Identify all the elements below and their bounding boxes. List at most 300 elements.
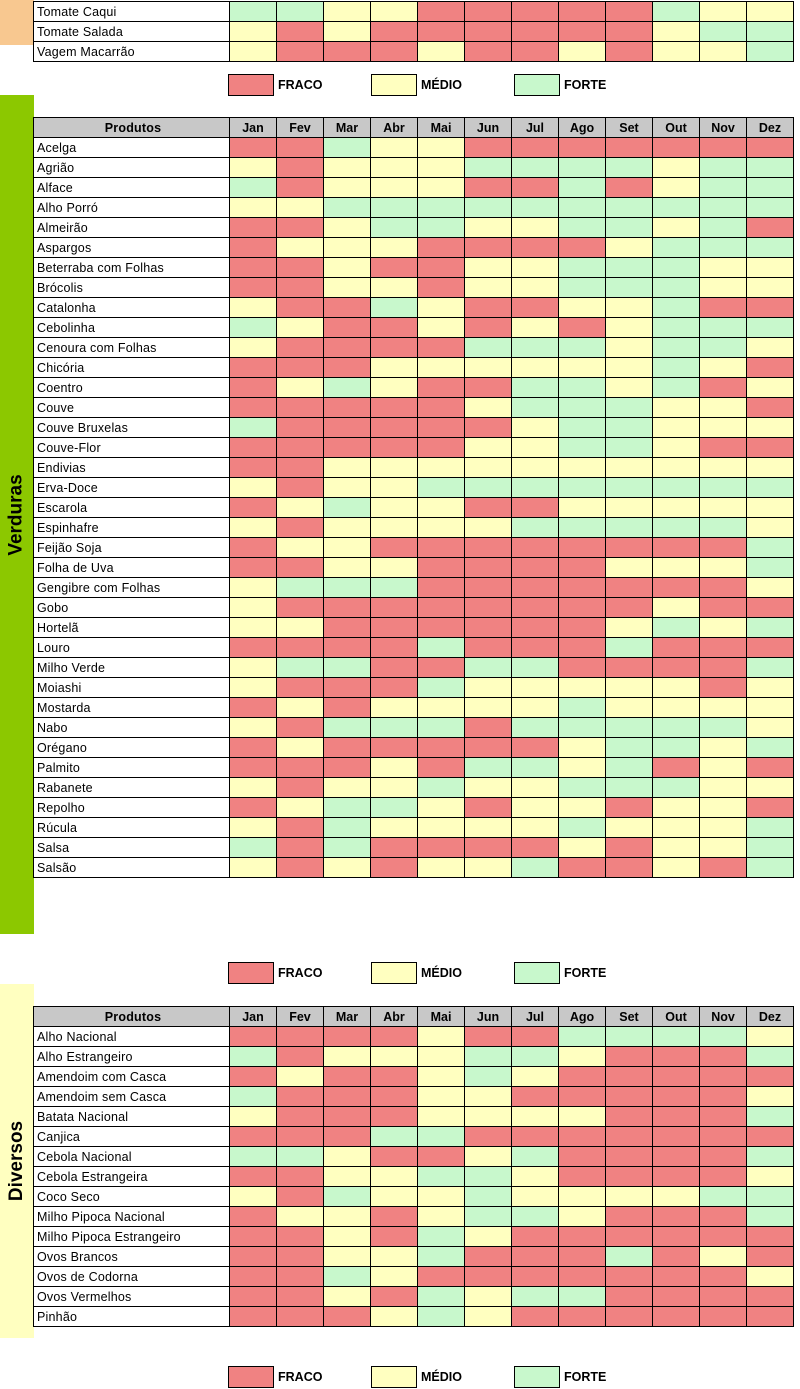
month-cell xyxy=(606,678,653,698)
month-cell xyxy=(418,1087,465,1107)
month-cell xyxy=(700,358,747,378)
month-cell xyxy=(371,538,418,558)
month-cell xyxy=(277,538,324,558)
month-cell xyxy=(653,158,700,178)
month-cell xyxy=(653,698,700,718)
month-cell xyxy=(371,618,418,638)
table-row xyxy=(34,138,794,158)
table-row xyxy=(34,1127,794,1147)
month-cell xyxy=(230,1127,277,1147)
month-cell xyxy=(559,278,606,298)
month-cell xyxy=(277,598,324,618)
month-cell xyxy=(606,198,653,218)
product-name: Escarola xyxy=(34,498,230,518)
month-cell xyxy=(653,258,700,278)
month-cell xyxy=(277,278,324,298)
month-cell xyxy=(653,1127,700,1147)
month-cell xyxy=(606,578,653,598)
month-cell xyxy=(277,398,324,418)
month-cell xyxy=(418,598,465,618)
month-cell xyxy=(653,1027,700,1047)
product-name: Salsão xyxy=(34,858,230,878)
month-cell xyxy=(653,658,700,678)
month-cell xyxy=(277,438,324,458)
month-cell xyxy=(371,1207,418,1227)
month-cell xyxy=(512,238,559,258)
month-cell xyxy=(606,718,653,738)
month-cell xyxy=(700,22,747,42)
month-cell xyxy=(371,158,418,178)
month-cell xyxy=(371,698,418,718)
month-cell xyxy=(606,42,653,62)
product-name: Tomate Salada xyxy=(34,22,230,42)
header-month: Out xyxy=(653,118,700,138)
month-cell xyxy=(559,1067,606,1087)
month-cell xyxy=(324,558,371,578)
month-cell xyxy=(606,378,653,398)
month-cell xyxy=(512,22,559,42)
month-cell xyxy=(512,338,559,358)
month-cell xyxy=(418,1067,465,1087)
month-cell xyxy=(230,398,277,418)
month-cell xyxy=(559,1147,606,1167)
month-cell xyxy=(747,198,794,218)
month-cell xyxy=(653,458,700,478)
month-cell xyxy=(747,1027,794,1047)
table-row xyxy=(34,1247,794,1267)
product-name: Alho Porró xyxy=(34,198,230,218)
table-row xyxy=(34,1307,794,1327)
table-row xyxy=(34,278,794,298)
month-cell xyxy=(324,578,371,598)
month-cell xyxy=(512,518,559,538)
month-cell xyxy=(230,818,277,838)
month-cell xyxy=(230,1207,277,1227)
table-row xyxy=(34,538,794,558)
month-cell xyxy=(465,578,512,598)
month-cell xyxy=(559,298,606,318)
legend-item-medio xyxy=(371,1365,462,1389)
month-cell xyxy=(700,778,747,798)
table-row xyxy=(34,758,794,778)
month-cell xyxy=(371,718,418,738)
month-cell xyxy=(606,1207,653,1227)
month-cell xyxy=(277,238,324,258)
header-month: Dez xyxy=(747,118,794,138)
month-cell xyxy=(747,558,794,578)
month-cell xyxy=(559,1247,606,1267)
month-cell xyxy=(230,138,277,158)
month-cell xyxy=(559,758,606,778)
month-cell xyxy=(371,1027,418,1047)
month-cell xyxy=(465,1247,512,1267)
legend-swatch-medio xyxy=(371,962,417,984)
legend-label-forte: FORTE xyxy=(564,1370,607,1384)
month-cell xyxy=(230,1227,277,1247)
month-cell xyxy=(465,478,512,498)
month-cell xyxy=(606,438,653,458)
header-month: Jan xyxy=(230,1007,277,1027)
month-cell xyxy=(230,318,277,338)
month-cell xyxy=(747,418,794,438)
month-cell xyxy=(371,578,418,598)
month-cell xyxy=(653,22,700,42)
month-cell xyxy=(700,818,747,838)
month-cell xyxy=(653,518,700,538)
month-cell xyxy=(465,1227,512,1247)
month-cell xyxy=(418,1127,465,1147)
month-cell xyxy=(230,578,277,598)
month-cell xyxy=(653,298,700,318)
month-cell xyxy=(324,1107,371,1127)
month-cell xyxy=(700,478,747,498)
month-cell xyxy=(606,638,653,658)
month-cell xyxy=(606,418,653,438)
month-cell xyxy=(418,518,465,538)
month-cell xyxy=(230,418,277,438)
month-cell xyxy=(465,1187,512,1207)
month-cell xyxy=(559,338,606,358)
month-cell xyxy=(418,378,465,398)
month-cell xyxy=(606,598,653,618)
month-cell xyxy=(465,838,512,858)
month-cell xyxy=(371,138,418,158)
month-cell xyxy=(324,758,371,778)
month-cell xyxy=(465,358,512,378)
month-cell xyxy=(371,1167,418,1187)
month-cell xyxy=(418,278,465,298)
product-name: Milho Pipoca Nacional xyxy=(34,1207,230,1227)
month-cell xyxy=(653,1287,700,1307)
month-cell xyxy=(747,758,794,778)
month-cell xyxy=(277,218,324,238)
month-cell xyxy=(371,1147,418,1167)
legend-swatch-fraco xyxy=(228,962,274,984)
table-row xyxy=(34,1187,794,1207)
month-cell xyxy=(230,258,277,278)
table-row xyxy=(34,318,794,338)
table-row xyxy=(34,1287,794,1307)
month-cell xyxy=(747,298,794,318)
section-title: Diversos xyxy=(6,1120,27,1202)
month-cell xyxy=(700,42,747,62)
month-cell xyxy=(747,578,794,598)
month-cell xyxy=(465,258,512,278)
month-cell xyxy=(465,858,512,878)
month-cell xyxy=(606,258,653,278)
month-cell xyxy=(559,498,606,518)
month-cell xyxy=(700,1127,747,1147)
month-cell xyxy=(512,178,559,198)
month-cell xyxy=(371,498,418,518)
product-name: Folha de Uva xyxy=(34,558,230,578)
month-cell xyxy=(277,1307,324,1327)
month-cell xyxy=(606,698,653,718)
table-row xyxy=(34,498,794,518)
month-cell xyxy=(371,1047,418,1067)
month-cell xyxy=(559,538,606,558)
legend-label-medio: MÉDIO xyxy=(421,966,462,980)
month-cell xyxy=(512,258,559,278)
month-cell xyxy=(465,1267,512,1287)
month-cell xyxy=(606,518,653,538)
month-cell xyxy=(747,1227,794,1247)
month-cell xyxy=(465,1107,512,1127)
month-cell xyxy=(324,838,371,858)
month-cell xyxy=(747,1307,794,1327)
month-cell xyxy=(324,498,371,518)
month-cell xyxy=(371,658,418,678)
table-row xyxy=(34,598,794,618)
product-name: Repolho xyxy=(34,798,230,818)
month-cell xyxy=(371,558,418,578)
month-cell xyxy=(559,178,606,198)
product-name: Beterraba com Folhas xyxy=(34,258,230,278)
product-name: Nabo xyxy=(34,718,230,738)
product-name: Salsa xyxy=(34,838,230,858)
month-cell xyxy=(606,618,653,638)
month-cell xyxy=(747,818,794,838)
product-name: Tomate Caqui xyxy=(34,2,230,22)
month-cell xyxy=(371,418,418,438)
month-cell xyxy=(747,1267,794,1287)
month-cell xyxy=(371,298,418,318)
table-row xyxy=(34,718,794,738)
month-cell xyxy=(230,478,277,498)
month-cell xyxy=(277,1267,324,1287)
month-cell xyxy=(277,698,324,718)
product-name: Canjica xyxy=(34,1127,230,1147)
month-cell xyxy=(465,438,512,458)
product-name: Milho Verde xyxy=(34,658,230,678)
month-cell xyxy=(512,778,559,798)
month-cell xyxy=(747,658,794,678)
product-name: Feijão Soja xyxy=(34,538,230,558)
month-cell xyxy=(606,358,653,378)
product-name: Batata Nacional xyxy=(34,1107,230,1127)
month-cell xyxy=(559,1187,606,1207)
month-cell xyxy=(324,398,371,418)
month-cell xyxy=(418,858,465,878)
month-cell xyxy=(653,618,700,638)
month-cell xyxy=(230,218,277,238)
month-cell xyxy=(512,1207,559,1227)
month-cell xyxy=(465,1047,512,1067)
month-cell xyxy=(465,518,512,538)
month-cell xyxy=(277,518,324,538)
month-cell xyxy=(418,818,465,838)
legend-swatch-fraco xyxy=(228,74,274,96)
month-cell xyxy=(747,1287,794,1307)
month-cell xyxy=(418,1307,465,1327)
product-name: Cebola Estrangeira xyxy=(34,1167,230,1187)
month-cell xyxy=(512,758,559,778)
table-row xyxy=(34,838,794,858)
month-cell xyxy=(653,718,700,738)
month-cell xyxy=(747,1187,794,1207)
legend-item-fraco xyxy=(228,73,322,97)
month-cell xyxy=(418,718,465,738)
month-cell xyxy=(606,22,653,42)
month-cell xyxy=(230,42,277,62)
month-cell xyxy=(512,1087,559,1107)
month-cell xyxy=(512,658,559,678)
product-name: Alface xyxy=(34,178,230,198)
month-cell xyxy=(653,1247,700,1267)
month-cell xyxy=(700,398,747,418)
month-cell xyxy=(559,738,606,758)
product-name: Couve-Flor xyxy=(34,438,230,458)
month-cell xyxy=(371,598,418,618)
legend-swatch-forte xyxy=(514,1366,560,1388)
month-cell xyxy=(512,838,559,858)
month-cell xyxy=(559,418,606,438)
month-cell xyxy=(230,158,277,178)
product-name: Pinhão xyxy=(34,1307,230,1327)
month-cell xyxy=(700,338,747,358)
month-cell xyxy=(230,1147,277,1167)
product-name: Almeirão xyxy=(34,218,230,238)
month-cell xyxy=(277,1247,324,1267)
month-cell xyxy=(606,1267,653,1287)
month-cell xyxy=(230,458,277,478)
month-cell xyxy=(606,838,653,858)
month-cell xyxy=(465,558,512,578)
month-cell xyxy=(418,398,465,418)
header-month: Out xyxy=(653,1007,700,1027)
month-cell xyxy=(653,178,700,198)
month-cell xyxy=(512,318,559,338)
month-cell xyxy=(277,818,324,838)
month-cell xyxy=(653,198,700,218)
month-cell xyxy=(559,1267,606,1287)
product-name: Coentro xyxy=(34,378,230,398)
month-cell xyxy=(747,478,794,498)
table-row xyxy=(34,558,794,578)
month-cell xyxy=(653,1167,700,1187)
table-row xyxy=(34,2,794,22)
header-produtos: Produtos xyxy=(34,118,230,138)
month-cell xyxy=(371,458,418,478)
month-cell xyxy=(277,618,324,638)
table-row xyxy=(34,738,794,758)
month-cell xyxy=(700,678,747,698)
month-cell xyxy=(465,318,512,338)
month-cell xyxy=(512,558,559,578)
month-cell xyxy=(559,778,606,798)
month-cell xyxy=(277,258,324,278)
month-cell xyxy=(230,1307,277,1327)
month-cell xyxy=(324,198,371,218)
month-cell xyxy=(324,438,371,458)
month-cell xyxy=(324,418,371,438)
month-cell xyxy=(512,538,559,558)
month-cell xyxy=(700,1027,747,1047)
month-cell xyxy=(465,338,512,358)
header-month: Mai xyxy=(418,1007,465,1027)
month-cell xyxy=(700,1207,747,1227)
month-cell xyxy=(700,2,747,22)
table-row xyxy=(34,1267,794,1287)
month-cell xyxy=(277,558,324,578)
month-cell xyxy=(653,338,700,358)
table-row xyxy=(34,638,794,658)
month-cell xyxy=(277,1047,324,1067)
table-row xyxy=(34,378,794,398)
month-cell xyxy=(324,738,371,758)
month-cell xyxy=(747,318,794,338)
month-cell xyxy=(230,1267,277,1287)
month-cell xyxy=(277,1187,324,1207)
month-cell xyxy=(700,538,747,558)
month-cell xyxy=(700,378,747,398)
month-cell xyxy=(653,238,700,258)
month-cell xyxy=(277,178,324,198)
month-cell xyxy=(465,1307,512,1327)
table-row xyxy=(34,158,794,178)
month-cell xyxy=(324,22,371,42)
month-cell xyxy=(700,238,747,258)
month-cell xyxy=(371,178,418,198)
month-cell xyxy=(747,2,794,22)
month-cell xyxy=(700,718,747,738)
month-cell xyxy=(371,2,418,22)
month-cell xyxy=(653,318,700,338)
table-row xyxy=(34,818,794,838)
product-name: Coco Seco xyxy=(34,1187,230,1207)
month-cell xyxy=(418,698,465,718)
month-cell xyxy=(418,798,465,818)
month-cell xyxy=(230,858,277,878)
month-cell xyxy=(559,678,606,698)
month-cell xyxy=(559,598,606,618)
month-cell xyxy=(277,458,324,478)
month-cell xyxy=(230,638,277,658)
table-row xyxy=(34,218,794,238)
month-cell xyxy=(324,298,371,318)
month-cell xyxy=(371,798,418,818)
table-row xyxy=(34,518,794,538)
month-cell xyxy=(700,218,747,238)
month-cell xyxy=(371,758,418,778)
month-cell xyxy=(747,22,794,42)
month-cell xyxy=(324,1187,371,1207)
month-cell xyxy=(324,158,371,178)
table-row xyxy=(34,1067,794,1087)
month-cell xyxy=(700,1067,747,1087)
month-cell xyxy=(559,578,606,598)
month-cell xyxy=(465,498,512,518)
month-cell xyxy=(559,398,606,418)
month-cell xyxy=(512,698,559,718)
month-cell xyxy=(747,42,794,62)
month-cell xyxy=(230,1187,277,1207)
month-cell xyxy=(747,158,794,178)
month-cell xyxy=(512,1267,559,1287)
month-cell xyxy=(559,358,606,378)
month-cell xyxy=(277,42,324,62)
month-cell xyxy=(559,1127,606,1147)
month-cell xyxy=(324,1227,371,1247)
month-cell xyxy=(747,458,794,478)
table-row xyxy=(34,798,794,818)
month-cell xyxy=(559,1307,606,1327)
product-name: Rabanete xyxy=(34,778,230,798)
month-cell xyxy=(324,698,371,718)
month-cell xyxy=(747,698,794,718)
month-cell xyxy=(653,818,700,838)
legend-label-forte: FORTE xyxy=(564,78,607,92)
